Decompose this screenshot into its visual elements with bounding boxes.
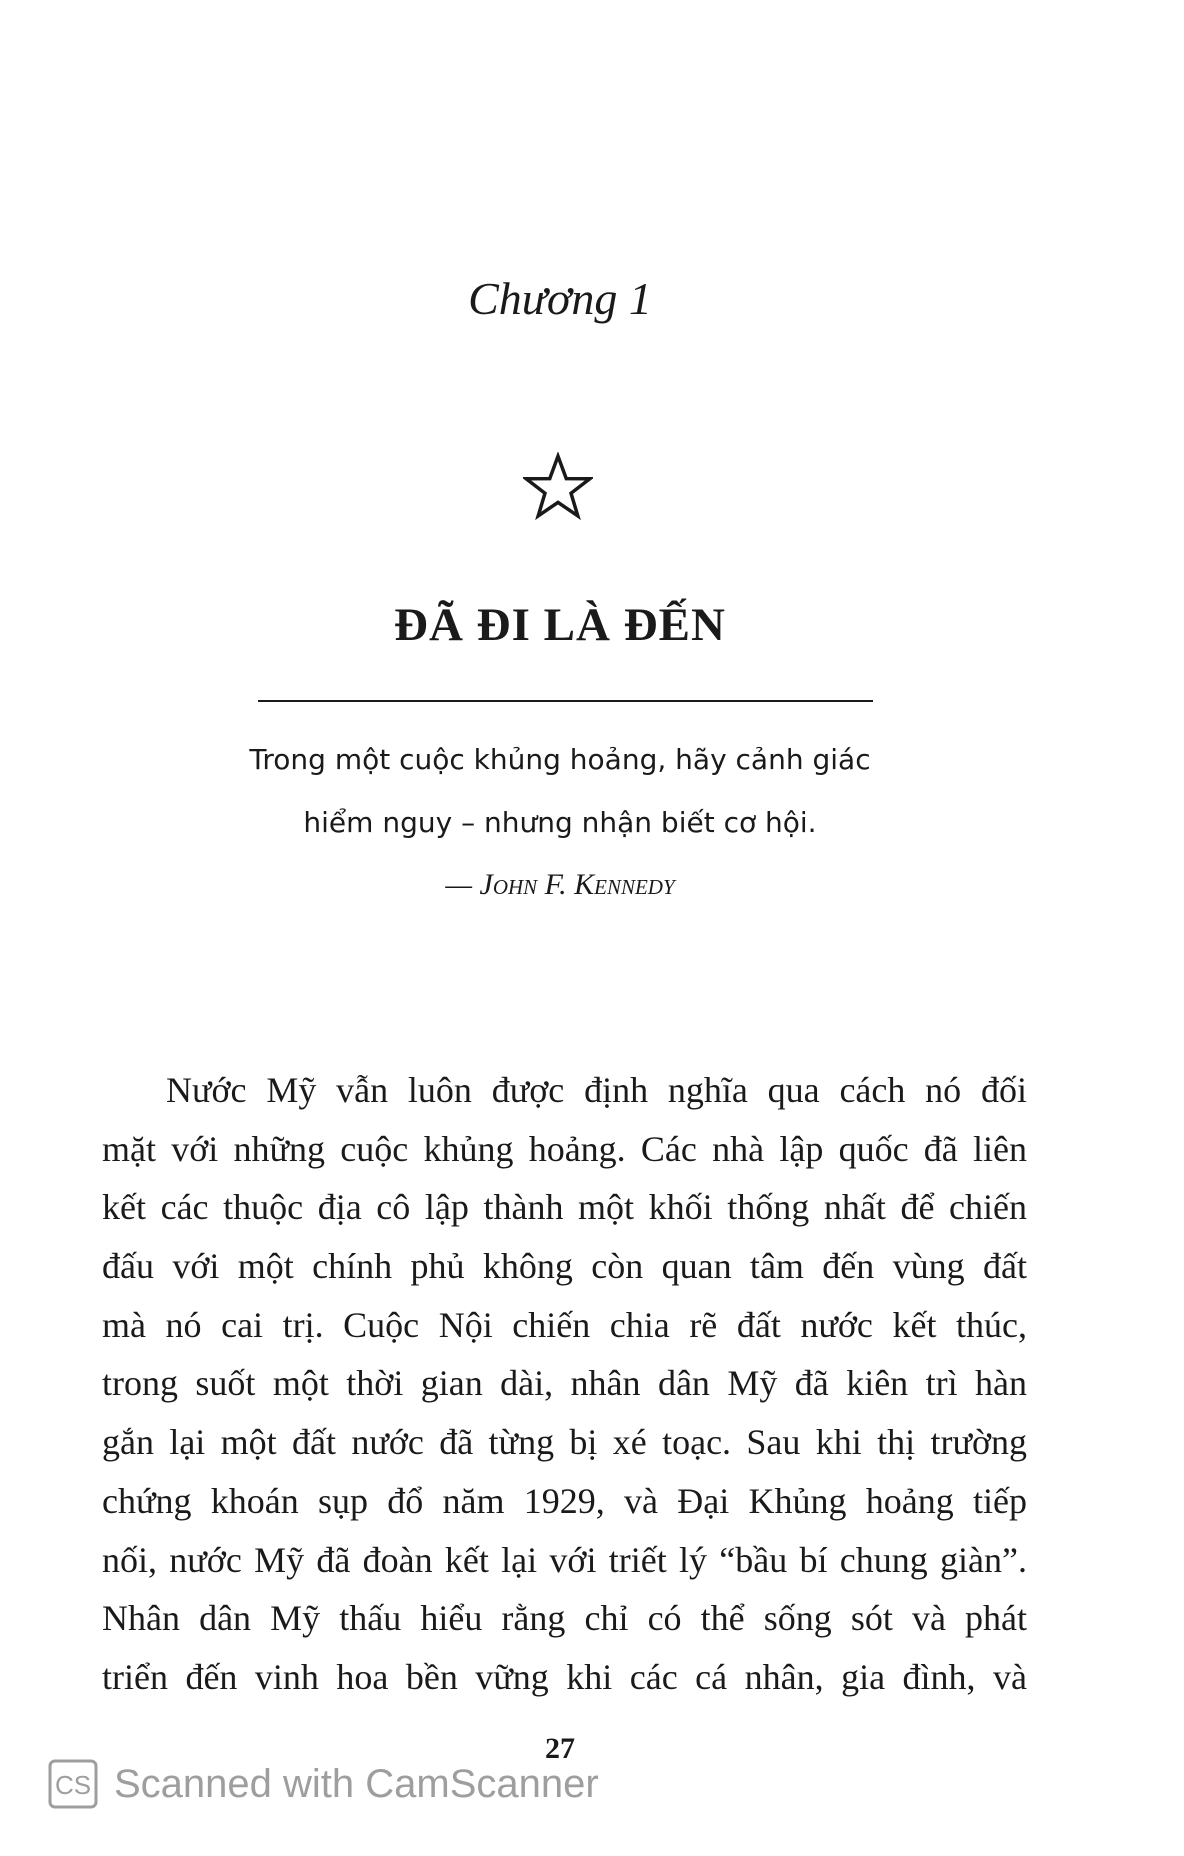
- body-line: nối, nước Mỹ đã đoàn kết lại với triết lý “bầu bí chung giàn”.: [102, 1539, 1027, 1580]
- logo-text: CS: [54, 1770, 92, 1800]
- body-line: Nước Mỹ vẫn luôn được định nghĩa qua cách nó đối: [166, 1070, 1027, 1110]
- body-line: gắn lại một đất nước đã từng bị xé toạc. Sau khi thị trường: [102, 1422, 1027, 1463]
- body-line: trong suốt một thời gian dài, nhân dân Mỹ đã kiên trì hàn: [102, 1363, 1027, 1404]
- chapter-title: ĐÃ ĐI LÀ ĐẾN: [394, 599, 726, 651]
- epigraph-line: hiểm nguy – nhưng nhận biết cơ hội.: [303, 806, 817, 839]
- body-line: mà nó cai trị. Cuộc Nội chiến chia rẽ đất nước kết thúc,: [102, 1304, 1027, 1345]
- chapter-heading: Chương 1: [468, 273, 652, 324]
- body-line: đấu với một chính phủ không còn quan tâm đến vùng đất: [102, 1246, 1027, 1287]
- epigraph-attribution: [0, 868, 1120, 902]
- body-paragraph: [102, 1061, 1027, 1707]
- camscanner-logo-icon: [48, 1759, 98, 1809]
- watermark-text: Scanned with CamScanner: [114, 1761, 599, 1806]
- body-line: mặt với những cuộc khủng hoảng. Các nhà lập quốc đã liên: [102, 1128, 1027, 1169]
- camscanner-watermark: [48, 1758, 599, 1810]
- epigraph-quote: [0, 728, 1120, 854]
- attribution-dash: —: [445, 868, 480, 901]
- body-line: kết các thuộc địa cô lập thành một khối thống nhất để chiến: [102, 1187, 1027, 1228]
- epigraph-line: Trong một cuộc khủng hoảng, hãy cảnh giác: [249, 743, 871, 776]
- body-line: chứng khoán sụp đổ năm 1929, và Đại Khủng hoảng tiếp: [102, 1480, 1027, 1521]
- page-number: 27: [545, 1732, 575, 1765]
- star-outline-icon: [523, 452, 593, 522]
- title-divider: [258, 700, 873, 702]
- body-line: Nhân dân Mỹ thấu hiểu rằng chỉ có thể sống sót và phát: [102, 1598, 1027, 1639]
- attribution-author: John F. Kennedy: [479, 868, 675, 901]
- body-line: triển đến vinh hoa bền vững khi các cá nhân, gia đình, và: [102, 1656, 1027, 1697]
